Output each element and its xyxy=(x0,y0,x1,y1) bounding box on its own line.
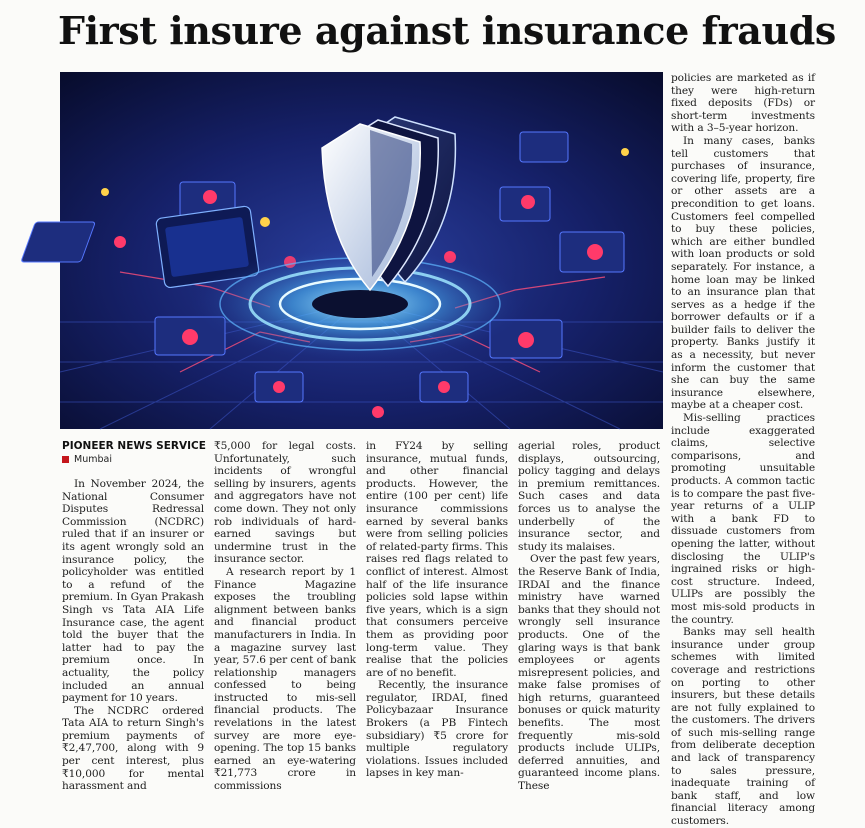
article-column-3 xyxy=(366,440,508,780)
article-column-1 xyxy=(62,478,204,793)
dateline xyxy=(62,454,212,465)
paragraph: Recently, the insurance regulator, IRDAI, fined Policybazaar Insurance Brokers (a PB Fintech subsidiary) ₹5 crore for multiple regulatory violations. Issues included lapses in key man- xyxy=(366,679,508,780)
article-column-5 xyxy=(671,72,815,828)
byline: PIONEER NEWS SERVICE xyxy=(62,440,206,452)
headline: First insure against insurance frauds xyxy=(58,8,836,53)
paragraph: in FY24 by selling insurance, mutual funds, and other financial products. However, the entire (100 per cent) life insurance commissions earned by several banks were from selling policies of related-party firms. This raises red flags related to conflict of interest. Almost half of the life insurance policies sold lapse within five years, which is a sign that consumers perceive them as providing poor long-term value. They realise that the policies are of no benefit. xyxy=(366,440,508,679)
paragraph: Mis-selling practices include exaggerated claims, selective comparisons, and promoting unsuitable products. A common tactic is to compare the past five-year returns of a ULIP with a bank FD to dissuade customers from opening the latter, without disclosing the ULIP's ingrained risks or high-cost structure. Indeed, ULIPs are possibly the most mis-sold products in the country. xyxy=(671,412,815,626)
paragraph: policies are marketed as if they were high-return fixed deposits (FDs) or short-term investments with a 3–5-year horizon. xyxy=(671,72,815,135)
hero-image xyxy=(60,72,663,429)
paragraph: The NCDRC ordered Tata AIA to return Singh's premium payments of ₹2,47,700, along with 9 per cent interest, plus ₹10,000 for mental harassment and xyxy=(62,704,204,793)
dateline-marker-icon xyxy=(62,456,69,463)
paragraph: Over the past few years, the Reserve Bank of India, IRDAI and the finance ministry have warned banks that they should not wrongly sell insurance products. One of the glaring ways is that bank employees or agents misrepresent policies, and make false promises of high returns, guaranteed bonuses or quick maturity benefits. The most frequently mis-sold products include ULIPs, deferred annuities, and guaranteed income plans. These xyxy=(518,553,660,793)
paragraph: In many cases, banks tell customers that purchases of insurance, covering life, property, fire or other assets are a precondition to get loans. Customers feel compelled to buy these policies, which are either bundled with loan products or sold separately. For instance, a home loan may be linked to an insurance plan that serves as a hedge if the borrower defaults or if a builder fails to deliver the property. Banks justify it as a necessity, but never inform the customer that she can buy the same insurance elsewhere, maybe at a cheaper cost. xyxy=(671,134,815,412)
paragraph: agerial roles, product displays, outsourcing, policy tagging and delays in premium remittances. Such cases and data forces us to analyse the underbelly of the insurance sector, and study its malaises. xyxy=(518,440,660,553)
paragraph: ₹5,000 for legal costs. Unfortunately, such incidents of wrongful selling by insurers, agents and aggregators have not come down. They not only rob individuals of hard-earned savings but undermine trust in the insurance sector. xyxy=(214,440,356,566)
dateline-city: Mumbai xyxy=(74,454,112,465)
article-column-2 xyxy=(214,440,356,793)
paragraph: A research report by 1 Finance Magazine exposes the troubling alignment between banks and financial product manufacturers in India. In a magazine survey last year, 57.6 per cent of bank relationship managers confessed to being instructed to mis-sell financial products. The revelations in the latest survey are more eye-opening. The top 15 banks earned an eye-watering ₹21,773 crore in commissions xyxy=(214,565,356,793)
article-column-4 xyxy=(518,440,660,793)
paragraph: In November 2024, the National Consumer Disputes Redressal Commission (NCDRC) ruled that if an insurer or its agent wrongly sold an insurance policy, the policyholder was entitled to a refund of the premium. In Gyan Prakash Singh vs Tata AIA Life Insurance case, the agent told the buyer that the latter had to pay the premium once. In actuality, the policy included an annual payment for 10 years. xyxy=(62,478,204,705)
paragraph: Banks may sell health insurance under group schemes with limited coverage and restrictions on porting to other insurers, but these details are not fully explained to the customers. The drivers of such mis-selling range from deliberate deception and lack of transparency to sales pressure, inadequate training of bank staff, and low financial literacy among customers. xyxy=(671,626,815,828)
